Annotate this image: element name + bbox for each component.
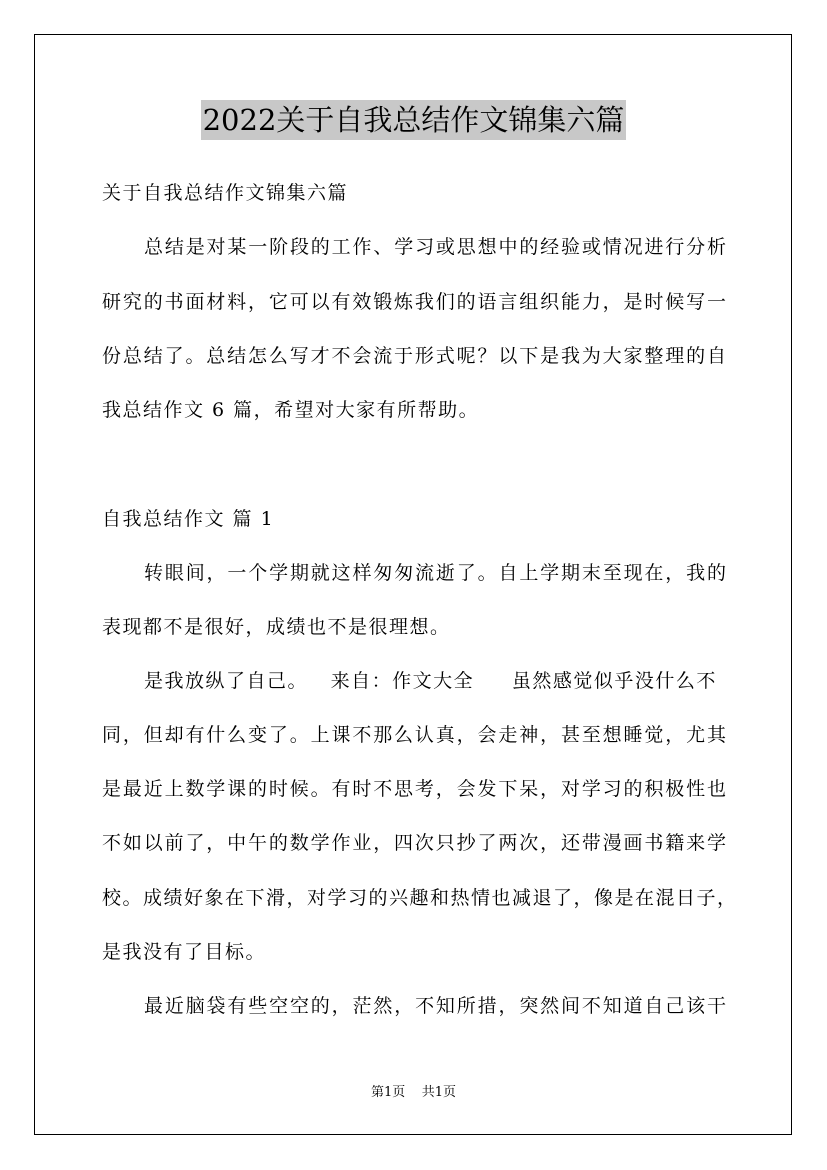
intro-line-4: 我总结作文 6 篇，希望对大家有所帮助。: [102, 399, 480, 421]
intro-line-1: 总结是对某一阶段的工作、学习或思想中的经验或情况进行分析: [144, 236, 726, 258]
paragraph2-line-4: 不如以前了，中午的数学作业，四次只抄了两次，还带漫画书籍来学: [102, 832, 726, 854]
document-title: 2022关于自我总结作文锦集六篇: [201, 100, 627, 140]
paragraph2-line-2: 同，但却有什么变了。上课不那么认真，会走神，甚至想睡觉，尤其: [102, 724, 726, 746]
paragraph2-line-3: 是最近上数学课的时候。有时不思考，会发下呆，对学习的积极性也: [102, 778, 726, 800]
section-heading: 自我总结作文 篇 1: [102, 508, 275, 530]
total-pages: 共1页: [421, 1085, 457, 1100]
intro-line-2: 研究的书面材料，它可以有效锻炼我们的语言组织能力，是时候写一: [102, 291, 726, 313]
page-number: 第1页: [370, 1085, 406, 1100]
paragraph1-line-1: 转眼间，一个学期就这样匆匆流逝了。自上学期末至现在，我的: [144, 562, 726, 584]
paragraph1-line-2: 表现都不是很好，成绩也不是很理想。: [102, 616, 451, 638]
document-subtitle: 关于自我总结作文锦集六篇: [102, 182, 349, 204]
intro-line-3: 份总结了。总结怎么写才不会流于形式呢？以下是我为大家整理的自: [102, 345, 726, 367]
title-container: [0, 100, 827, 140]
paragraph2-line-5: 校。成绩好象在下滑，对学习的兴趣和热情也减退了，像是在混日子，: [102, 887, 736, 909]
paragraph3-line-1: 最近脑袋有些空空的，茫然，不知所措，突然间不知道自己该干: [144, 995, 726, 1017]
page-footer: [0, 1084, 827, 1102]
paragraph2-line-6: 是我没有了目标。: [102, 941, 267, 963]
paragraph2-line-1: 是我放纵了自己。 来自：作文大全 虽然感觉似乎没什么不: [144, 670, 717, 692]
